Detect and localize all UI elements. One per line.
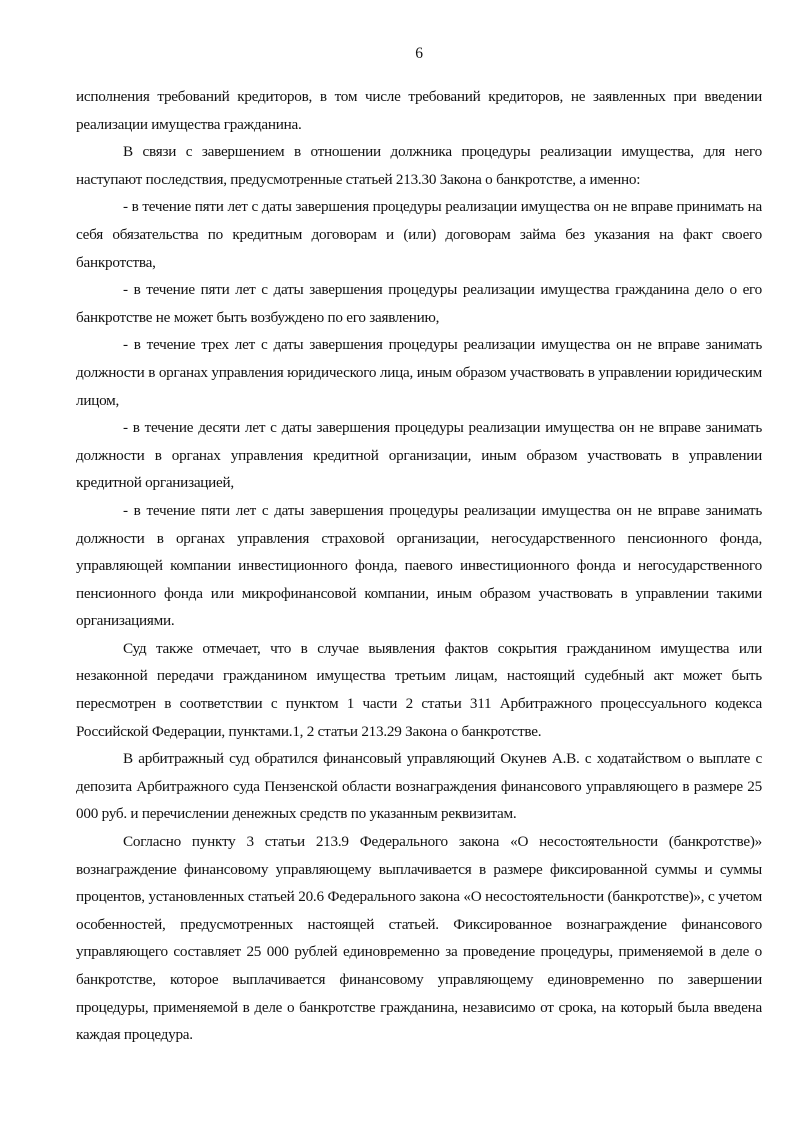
list-item-bankruptcy-case: - в течение пяти лет с даты завершения процедуры реализации имущества гражданина дело о его банкротстве не может быть возбуждено по его заявлению, (76, 281, 762, 326)
list-item-credit-obligations: - в течение пяти лет с даты завершения процедуры реализации имущества он не вправе принимать на себя обязательства по кредитным договорам и (или) договорам займа без указания на факт своего банкротства, (76, 198, 762, 271)
list-item-legal-entity-management: - в течение трех лет с даты завершения процедуры реализации имущества он не вправе занимать должности в органах управления юридического лица, иным образом участвовать в управлении юридическим лицом, (76, 336, 762, 409)
page-number: 6 (415, 45, 423, 62)
list-item-credit-organization-management: - в течение десяти лет с даты завершения процедуры реализации имущества он не вправе занимать должности в органах управления кредитной организации, иным образом участвовать в управлении кредитной организацией, (76, 419, 762, 492)
paragraph-remuneration-law: Согласно пункту 3 статьи 213.9 Федерального закона «О несостоятельности (банкротстве)» вознаграждение финансовому управляющему выплачивается в размере фиксированной суммы и суммы процентов, установленных статьей 20.6 Федерального закона «О несостоятельности (банкротстве)», с учетом особенностей, предусмотренных настоящей статьей. Фиксированное вознаграждение финансового управляющего составляет 25 000 рублей единовременно за проведение процедуры, применяемой в деле о банкротстве, которое выплачивается финансовому управляющему единовременно по завершении процедуры, применяемой в деле о банкротстве гражданина, независимо от срока, на который была введена каждая процедура. (76, 833, 762, 1044)
document-body (76, 83, 762, 1049)
paragraph-continuation: исполнения требований кредиторов, в том числе требований кредиторов, не заявленных при введении реализации имущества гражданина. (76, 88, 762, 133)
paragraph-court-notes: Суд также отмечает, что в случае выявления фактов сокрытия гражданином имущества или незаконной передачи гражданином имущества третьим лицам, настоящий судебный акт может быть пересмотрен в соответствии с пунктом 1 части 2 статьи 311 Арбитражного процессуального кодекса Российской Федерации, пунктами.1, 2 статьи 213.29 Закона о банкротстве. (76, 639, 762, 740)
paragraph-consequences-intro: В связи с завершением в отношении должника процедуры реализации имущества, для него наступают последствия, предусмотренные статьей 213.30 Закона о банкротстве, а именно: (76, 143, 762, 188)
paragraph-manager-petition: В арбитражный суд обратился финансовый управляющий Окунев А.В. с ходатайством о выплате с депозита Арбитражного суда Пензенской области вознаграждения финансового управляющего в размере 25 000 руб. и перечислении денежных средств по указанным реквизитам. (76, 750, 762, 823)
list-item-financial-organizations-management: - в течение пяти лет с даты завершения процедуры реализации имущества он не вправе занимать должности в органах управления страховой организации, негосударственного пенсионного фонда, управляющей компании инвестиционного фонда, паевого инвестиционного фонда и негосударственного пенсионного фонда или микрофинансовой компании, иным образом участвовать в управлении такими организациями. (76, 501, 762, 630)
